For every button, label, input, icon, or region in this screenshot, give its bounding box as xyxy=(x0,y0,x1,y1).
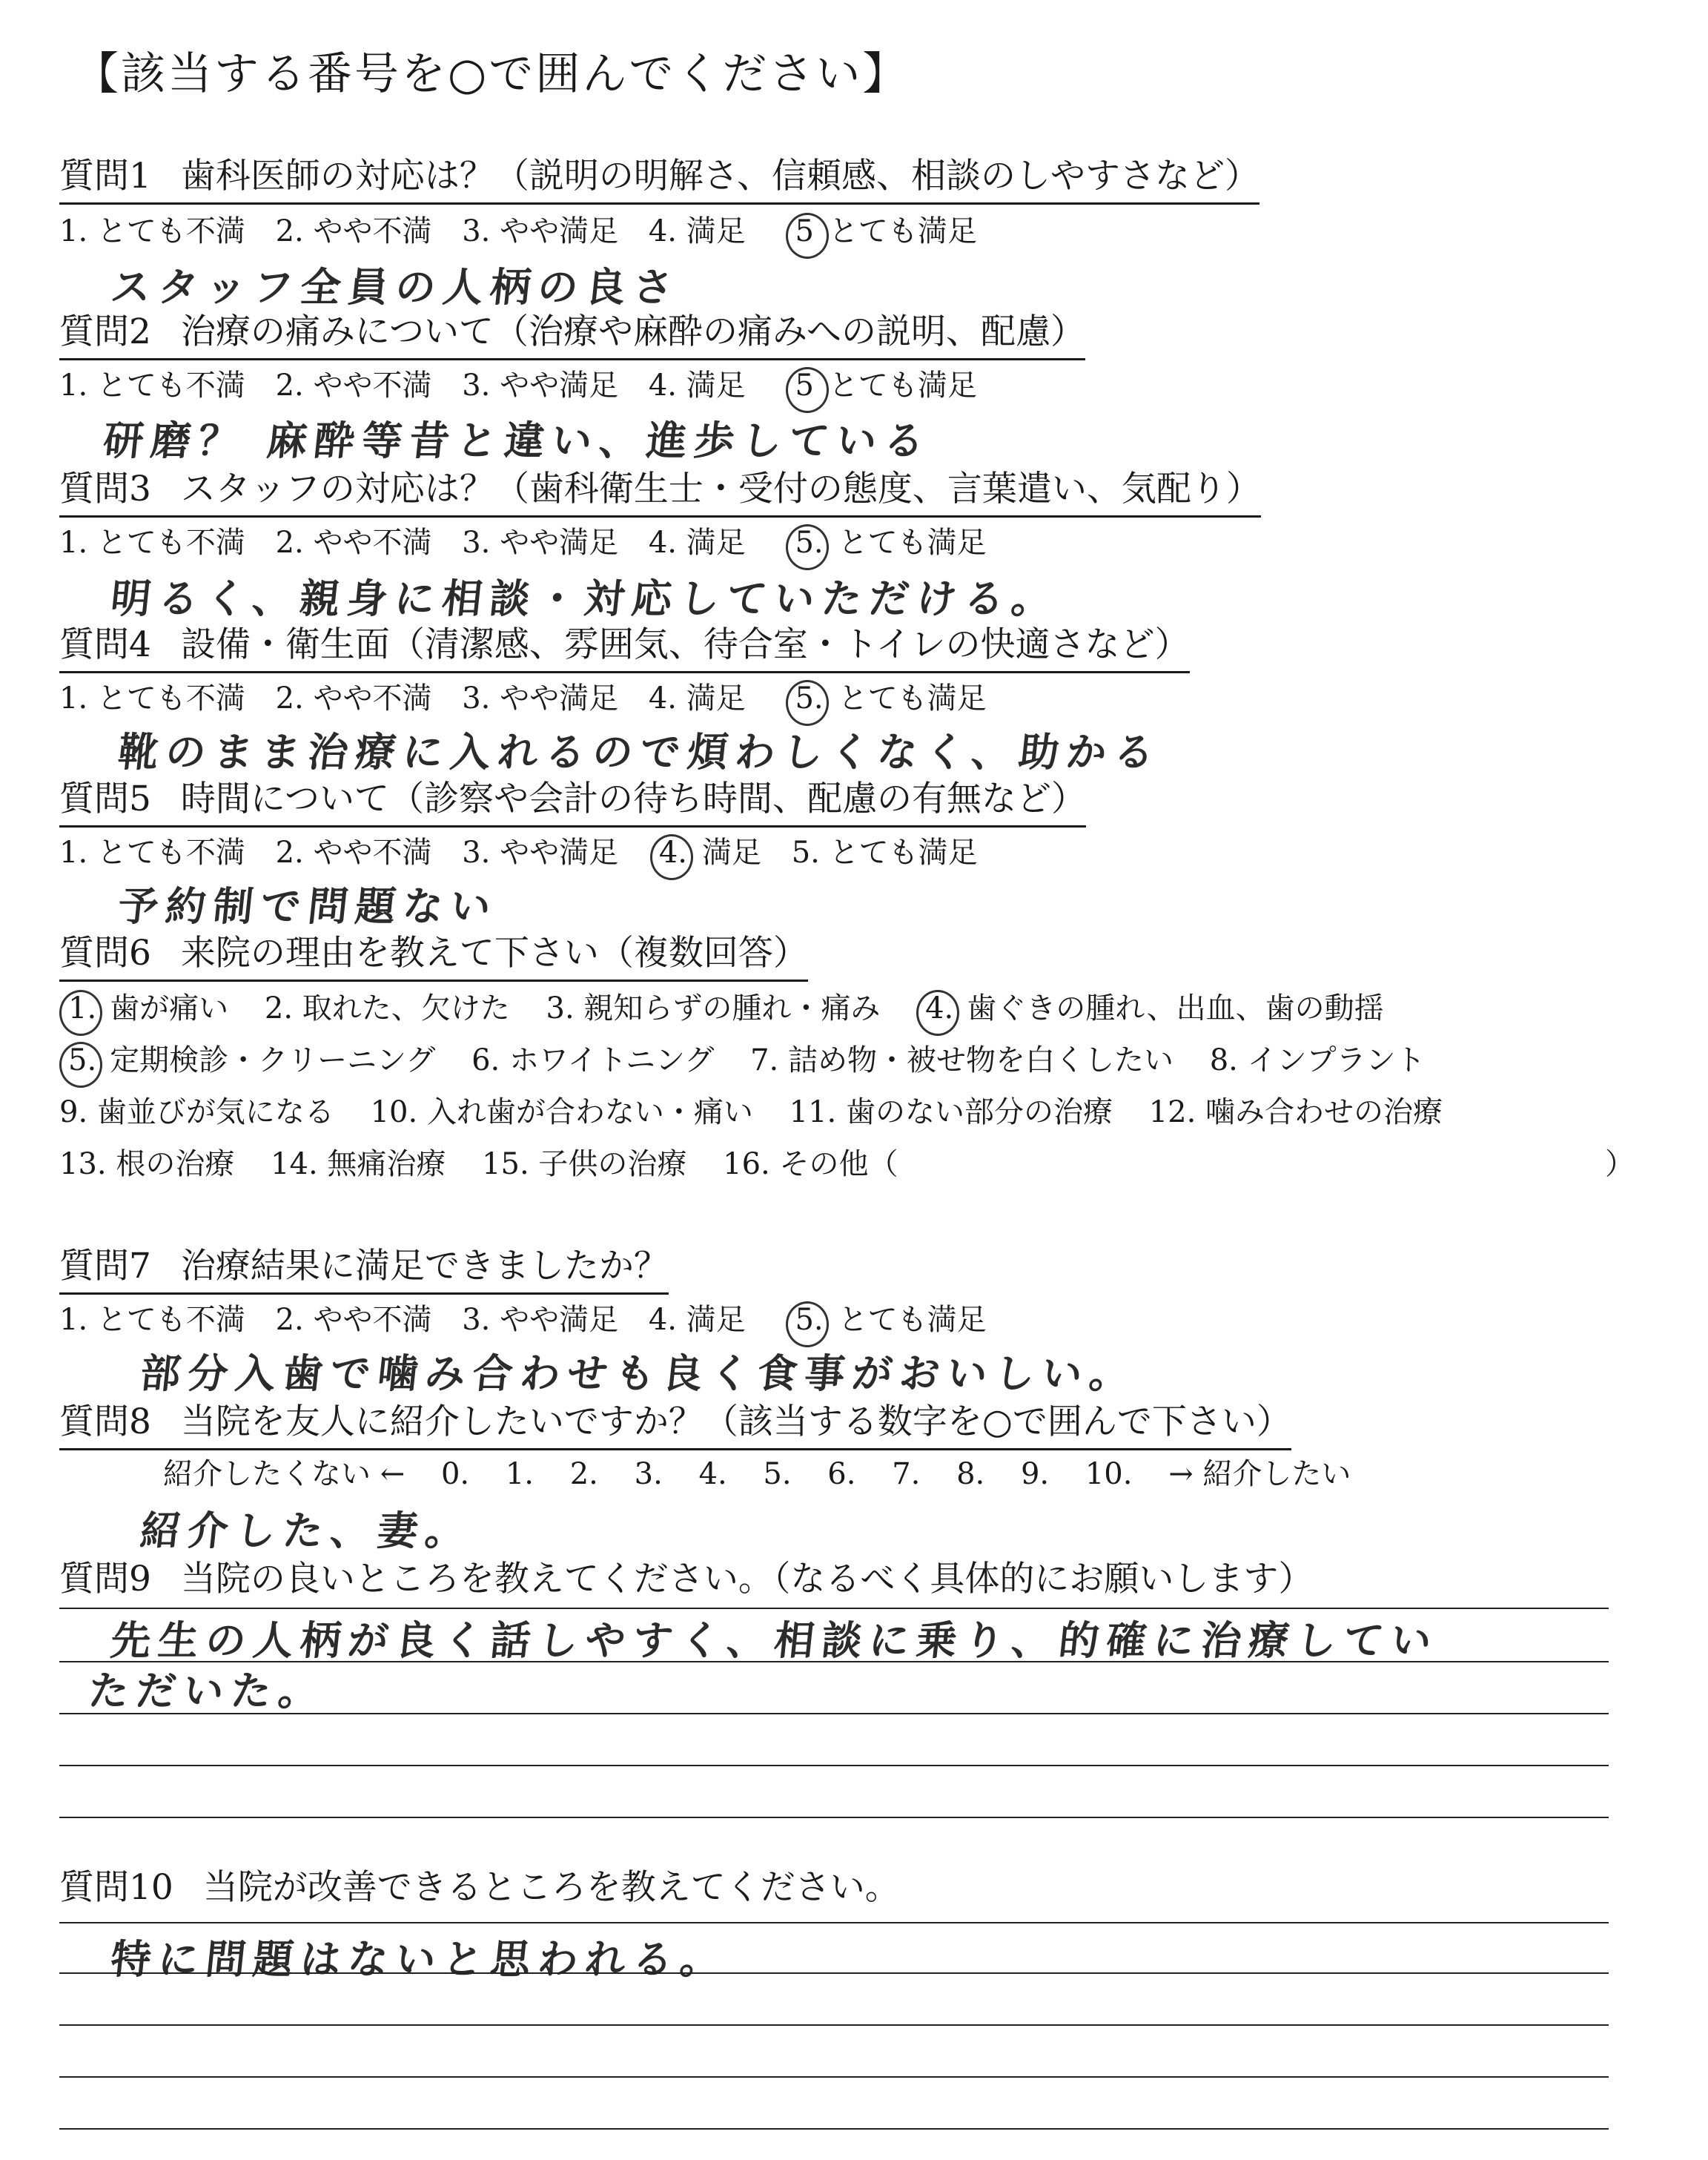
question-3 xyxy=(59,461,1261,518)
question-number: 質問8 xyxy=(59,1401,151,1442)
question-2 xyxy=(59,304,1085,360)
scale-10[interactable]: 10. xyxy=(1085,1457,1133,1491)
scale-6[interactable]: 6. xyxy=(827,1457,856,1491)
q6-option-13[interactable]: 13. 根の治療 xyxy=(59,1147,235,1181)
handwritten-answer-q9-line-1: 先生の人柄が良く話しやすく、相談に乗り、的確に治療してい xyxy=(108,1617,1441,1664)
scale-right-label: → 紹介したい xyxy=(1168,1457,1351,1491)
answer-line xyxy=(59,1922,1609,1923)
options-q2 xyxy=(59,362,998,404)
question-text: 設備・衛生面（清潔感、雰囲気、待合室・トイレの快適さなど） xyxy=(180,624,1190,665)
question-number: 質問1 xyxy=(59,156,151,196)
option-3[interactable]: 3. やや満足 xyxy=(462,1303,619,1337)
option-2[interactable]: 2. やや不満 xyxy=(275,369,432,403)
q6-option-14[interactable]: 14. 無痛治療 xyxy=(271,1147,446,1181)
handwritten-answer-q4: 靴のまま治療に入れるので煩わしくなく、助かる xyxy=(116,729,1164,776)
q6-option-1-circled[interactable]: 1. xyxy=(68,991,97,1025)
scale-9[interactable]: 9. xyxy=(1020,1457,1050,1491)
option-2[interactable]: 2. やや不満 xyxy=(275,1303,432,1337)
question-text: 当院の良いところを教えてください。（なるべく具体的にお願いします） xyxy=(180,1559,1314,1599)
question-text: 時間について（診察や会計の待ち時間、配慮の有無など） xyxy=(180,779,1086,819)
options-q3 xyxy=(59,519,1007,561)
q6-option-10[interactable]: 10. 入れ歯が合わない・痛い xyxy=(370,1095,753,1129)
option-5-circled[interactable]: 5. xyxy=(795,681,824,716)
option-5-circled[interactable]: 5. xyxy=(795,526,824,560)
option-5-circled[interactable]: 5 xyxy=(795,369,814,403)
question-number: 質問7 xyxy=(59,1246,151,1287)
handwritten-answer-q10: 特に問題はないと思われる。 xyxy=(108,1936,730,1983)
question-number: 質問2 xyxy=(59,311,151,352)
option-1[interactable]: 1. とても不満 xyxy=(59,214,245,248)
question-text: 来院の理由を教えて下さい（複数回答） xyxy=(180,933,808,974)
scale-4[interactable]: 4. xyxy=(698,1457,727,1491)
option-1[interactable]: 1. とても不満 xyxy=(59,526,245,560)
option-4-label: 満足 xyxy=(702,836,761,870)
q6-option-5-label: 定期検診・クリーニング xyxy=(110,1043,436,1077)
q6-option-4-label: 歯ぐきの腫れ、出血、歯の動揺 xyxy=(967,991,1384,1025)
question-text: 当院が改善できるところを教えてください。 xyxy=(202,1867,900,1908)
options-q5 xyxy=(59,829,999,871)
option-4[interactable]: 4. 満足 xyxy=(648,214,746,248)
scale-5[interactable]: 5. xyxy=(763,1457,792,1491)
q6-option-12[interactable]: 12. 噛み合わせの治療 xyxy=(1148,1095,1443,1129)
option-4[interactable]: 4. 満足 xyxy=(648,369,746,403)
question-6 xyxy=(59,925,808,982)
scale-3[interactable]: 3. xyxy=(634,1457,663,1491)
question-number: 質問5 xyxy=(59,779,151,819)
q6-option-7[interactable]: 7. 詰め物・被せ物を白くしたい xyxy=(750,1043,1174,1077)
handwritten-answer-q2: 研磨？ 麻酔等昔と違い、進歩している xyxy=(101,417,934,464)
question-text: スタッフの対応は？（歯科衛生士・受付の態度、言葉遣い、気配り） xyxy=(180,469,1261,509)
question-9 xyxy=(59,1551,1313,1601)
answer-line xyxy=(59,2128,1609,2130)
q6-option-16[interactable]: 16. その他（ xyxy=(723,1147,898,1181)
q6-option-9[interactable]: 9. 歯並びが気になる xyxy=(59,1095,334,1129)
question-number: 質問3 xyxy=(59,469,151,509)
answer-line xyxy=(59,1713,1609,1714)
scale-7[interactable]: 7. xyxy=(892,1457,921,1491)
option-3[interactable]: 3. やや満足 xyxy=(462,836,619,870)
question-number: 質問6 xyxy=(59,933,151,974)
handwritten-answer-q8: 紹介した、妻。 xyxy=(138,1507,475,1554)
option-4[interactable]: 4. 満足 xyxy=(648,1303,746,1337)
q6-option-15[interactable]: 15. 子供の治療 xyxy=(482,1147,687,1181)
question-4 xyxy=(59,617,1190,673)
option-1[interactable]: 1. とても不満 xyxy=(59,369,245,403)
question-5 xyxy=(59,771,1086,828)
option-5-label: とても満足 xyxy=(828,214,977,248)
q6-options-line-1 xyxy=(59,985,1411,1027)
question-number: 質問10 xyxy=(59,1867,173,1908)
scale-left-label: 紹介したくない ← xyxy=(163,1457,406,1491)
answer-line xyxy=(59,1817,1609,1818)
answer-line xyxy=(59,1972,1609,1974)
answer-line xyxy=(59,2024,1609,2026)
option-5-label: とても満足 xyxy=(838,1303,987,1337)
option-5-circled[interactable]: 5 xyxy=(795,214,814,248)
handwritten-answer-q7: 部分入歯で噛み合わせも良く食事がおいしい。 xyxy=(138,1350,1139,1397)
scale-2[interactable]: 2. xyxy=(569,1457,598,1491)
option-3[interactable]: 3. やや満足 xyxy=(462,214,619,248)
question-text: 治療の痛みについて（治療や麻酔の痛みへの説明、配慮） xyxy=(180,311,1086,352)
question-8 xyxy=(59,1394,1291,1450)
scale-0[interactable]: 0. xyxy=(440,1457,470,1491)
options-q4 xyxy=(59,675,1007,717)
option-2[interactable]: 2. やや不満 xyxy=(275,681,432,716)
option-3[interactable]: 3. やや満足 xyxy=(462,369,619,403)
scale-8[interactable]: 8. xyxy=(956,1457,985,1491)
option-1[interactable]: 1. とても不満 xyxy=(59,1303,245,1337)
question-text: 治療結果に満足できましたか？ xyxy=(180,1246,669,1287)
q6-option-8[interactable]: 8. インプラント xyxy=(1209,1043,1426,1077)
option-2[interactable]: 2. やや不満 xyxy=(275,214,432,248)
question-10 xyxy=(59,1860,900,1909)
option-4[interactable]: 4. 満足 xyxy=(648,681,746,716)
q6-other-close-paren: ） xyxy=(1605,1147,1635,1181)
option-5-label: とても満足 xyxy=(838,526,987,560)
q6-options-line-3 xyxy=(59,1089,1469,1131)
q6-option-11[interactable]: 11. 歯のない部分の治療 xyxy=(789,1095,1113,1129)
option-4[interactable]: 4. 満足 xyxy=(648,526,746,560)
handwritten-answer-q3: 明るく、親身に相談・対応していただける。 xyxy=(108,575,1062,622)
q6-option-6[interactable]: 6. ホワイトニング xyxy=(471,1043,715,1077)
recommend-scale xyxy=(163,1450,1377,1493)
q6-options-line-2 xyxy=(59,1037,1452,1079)
question-number: 質問9 xyxy=(59,1559,151,1599)
option-3[interactable]: 3. やや満足 xyxy=(462,526,619,560)
option-3[interactable]: 3. やや満足 xyxy=(462,681,619,716)
handwritten-answer-q5: 予約制で問題ない xyxy=(116,883,500,930)
option-1[interactable]: 1. とても不満 xyxy=(59,681,245,716)
answer-line xyxy=(59,1765,1609,1766)
q6-option-3[interactable]: 3. 親知らずの腫れ・痛み xyxy=(546,991,881,1025)
option-1[interactable]: 1. とても不満 xyxy=(59,836,245,870)
page-title: 【該当する番号を○で囲んでください】 xyxy=(74,48,910,100)
option-5-label: とても満足 xyxy=(828,369,977,403)
options-q1 xyxy=(59,208,998,250)
question-1 xyxy=(59,148,1260,205)
scale-1[interactable]: 1. xyxy=(505,1457,534,1491)
q6-option-4-circled[interactable]: 4. xyxy=(925,991,954,1025)
q6-option-1-label: 歯が痛い xyxy=(110,991,229,1025)
question-number: 質問4 xyxy=(59,624,151,665)
handwritten-answer-q9-line-2: ただいた。 xyxy=(86,1668,328,1714)
option-5-label: とても満足 xyxy=(838,681,987,716)
answer-line xyxy=(59,2076,1609,2078)
handwritten-answer-q1: スタッフ全員の人柄の良さ xyxy=(108,264,683,311)
q6-option-2[interactable]: 2. 取れた、欠けた xyxy=(264,991,510,1025)
options-q7 xyxy=(59,1296,1007,1338)
option-4-circled[interactable]: 4. xyxy=(658,836,687,870)
option-5-circled[interactable]: 5. xyxy=(795,1303,824,1337)
question-text: 歯科医師の対応は？（説明の明解さ、信頼感、相談のしやすさなど） xyxy=(180,156,1260,196)
q6-option-5-circled[interactable]: 5. xyxy=(68,1043,97,1077)
q6-options-line-4 xyxy=(59,1140,924,1183)
question-7 xyxy=(59,1238,669,1295)
option-2[interactable]: 2. やや不満 xyxy=(275,836,432,870)
option-2[interactable]: 2. やや不満 xyxy=(275,526,432,560)
option-5[interactable]: 5. とても満足 xyxy=(791,836,978,870)
question-text: 当院を友人に紹介したいですか？（該当する数字を○で囲んで下さい） xyxy=(180,1401,1291,1442)
